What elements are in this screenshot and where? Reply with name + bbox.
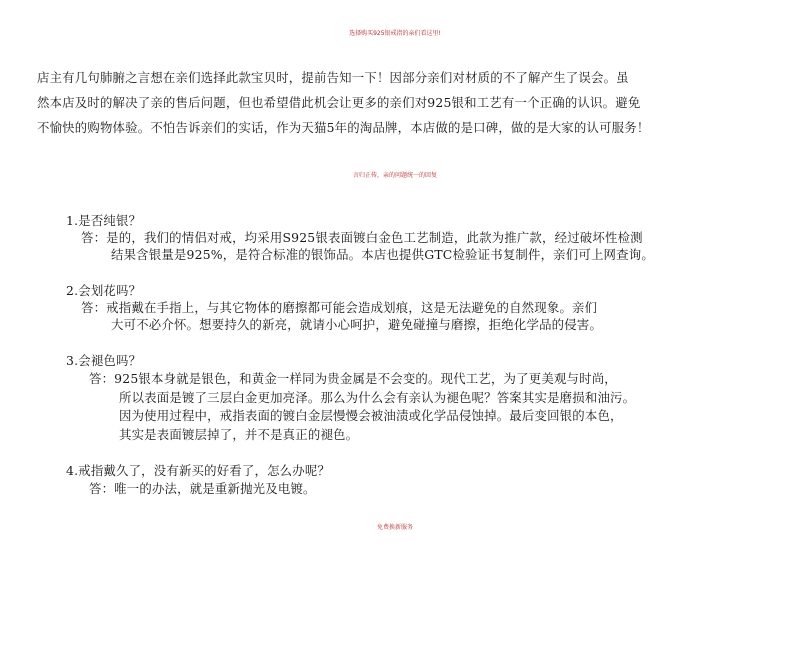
question-2: 2.会划花吗？: [66, 283, 142, 298]
exchange-line-2: [0, 585, 790, 601]
answer-1-line-2: 结果含银量是925%，是符合标准的银饰品。本店也提供GTC检验证书复制件，亲们可上网查询。: [111, 247, 654, 262]
intro-line-3: 不愉快的购物体验。不怕告诉亲们的实话，作为天猫5年的淘品牌，本店做的是口碑，做的是大家的认可服务！: [37, 120, 650, 135]
heading-purchase-notice: 选择购买925银戒指的亲们看这里!: [349, 30, 441, 37]
heading-free-exchange: 免费换新服务: [376, 524, 413, 531]
question-4: 4.戒指戴久了，没有新买的好看了，怎么办呢？: [66, 463, 331, 478]
heading-faq: 言归正传，亲的问题统一的回复: [352, 172, 437, 179]
answer-4-line-1: 答：唯一的办法，就是重新抛光及电镀。: [89, 481, 316, 496]
intro-line-2: 然本店及时的解决了亲的售后问题，但也希望借此机会让更多的亲们对925银和工艺有一个正确的认识。避免: [37, 95, 641, 110]
question-1: 1.是否纯银？: [66, 213, 142, 228]
exchange-line-1: [0, 567, 790, 583]
answer-1-line-1: 答：是的，我们的情侣对戒，均采用S925银表面镀白金色工艺制造，此款为推广款，经过破坏性检测: [81, 230, 643, 245]
answer-3-line-1: 答：925银本身就是银色，和黄金一样同为贵金属是不会变的。现代工艺，为了更美观与时尚，: [89, 371, 617, 386]
answer-2-line-2: 大可不必介怀。想要持久的新亮，就请小心呵护，避免碰撞与磨擦，拒绝化学品的侵害。: [111, 317, 603, 332]
answer-3-line-4: 其实是表面镀层掉了，并不是真正的褪色。: [119, 427, 359, 442]
question-3: 3.会褪色吗？: [66, 353, 142, 368]
intro-line-1: 店主有几句肺腑之言想在亲们选择此款宝贝时，提前告知一下！因部分亲们对材质的不了解产生了误会。虽: [37, 70, 629, 85]
answer-2-line-1: 答：戒指戴在手指上，与其它物体的磨擦都可能会造成划痕，这是无法避免的自然现象。亲们: [81, 300, 598, 315]
answer-3-line-3: 因为使用过程中，戒指表面的镀白金层慢慢会被油渍或化学品侵蚀掉。最后变回银的本色，: [119, 408, 623, 423]
answer-3-line-2: 所以表面是镀了三层白金更加亮泽。那么为什么会有亲认为褪色呢？答案其实是磨损和油污。: [119, 390, 636, 405]
